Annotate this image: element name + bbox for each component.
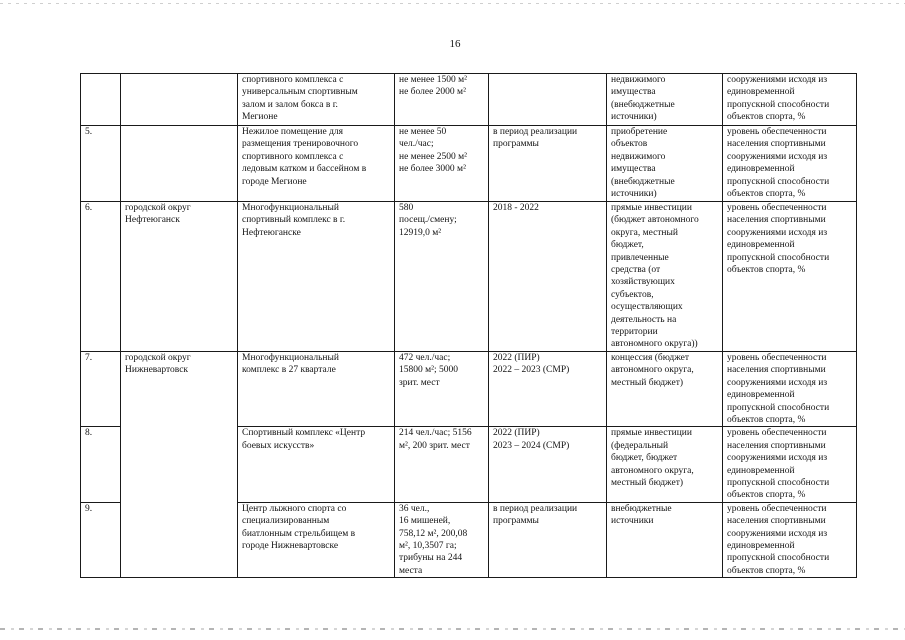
object-name-cell: Многофункциональный комплекс в 27 квартале [238, 351, 395, 426]
row-number-cell: 5. [81, 126, 121, 202]
object-name-cell: Центр лыжного спорта со специализированным биатлонным стрельбищем в городе Нижневартовске [238, 502, 395, 577]
funding-cell: концессия (бюджет автономного округа, местный бюджет) [607, 351, 723, 426]
funding-cell: внебюджетные источники [607, 502, 723, 577]
program-table [80, 73, 857, 578]
capacity-cell: не менее 1500 м² не более 2000 м² [395, 74, 489, 126]
funding-cell: недвижимого имущества (внебюджетные источники) [607, 74, 723, 126]
page-number: 16 [449, 38, 461, 50]
table-row [81, 126, 857, 202]
period-cell: 2022 (ПИР) 2022 – 2023 (СМР) [489, 351, 607, 426]
object-name-cell: Спортивный комплекс «Центр боевых искусств» [238, 427, 395, 502]
period-cell [489, 74, 607, 126]
period-cell: в период реализации программы [489, 126, 607, 202]
table-row [81, 202, 857, 352]
row-number-cell: 9. [81, 502, 121, 577]
indicator-cell: уровень обеспеченности населения спортивными сооружениями исходя из единовременной пропускной способности объектов спорта, % [723, 427, 857, 502]
object-name-cell: спортивного комплекса с универсальным спортивным залом и залом бокса в г. Мегионе [238, 74, 395, 126]
indicator-cell: уровень обеспеченности населения спортивными сооружениями исходя из единовременной пропускной способности объектов спорта, % [723, 351, 857, 426]
object-name-cell: Нежилое помещение для размещения тренировочного спортивного комплекса с ледовым катком и бассейном в городе Мегионе [238, 126, 395, 202]
row-number-cell: 7. [81, 351, 121, 426]
indicator-cell: уровень обеспеченности населения спортивными сооружениями исходя из единовременной пропускной способности объектов спорта, % [723, 502, 857, 577]
capacity-cell: 214 чел./час; 5156 м², 200 зрит. мест [395, 427, 489, 502]
period-cell: 2022 (ПИР) 2023 – 2024 (СМР) [489, 427, 607, 502]
row-number-cell: 6. [81, 202, 121, 352]
municipality-cell [121, 126, 238, 202]
funding-cell: прямые инвестиции (бюджет автономного округа, местный бюджет, привлеченные средства (от хозяйствующих субъектов, осуществляющих деятельность на территории автономного округа)) [607, 202, 723, 352]
row-number-cell [81, 74, 121, 126]
row-number-cell: 8. [81, 427, 121, 502]
capacity-cell: 580 посещ./смену; 12919,0 м² [395, 202, 489, 352]
funding-cell: прямые инвестиции (федеральный бюджет, бюджет автономного округа, местный бюджет) [607, 427, 723, 502]
indicator-cell: уровень обеспеченности населения спортивными сооружениями исходя из единовременной пропускной способности объектов спорта, % [723, 126, 857, 202]
municipality-cell: городской округ Нижневартовск [121, 351, 238, 577]
capacity-cell: 36 чел., 16 мишеней, 758,12 м², 200,08 м², 10,3507 га; трибуны на 244 места [395, 502, 489, 577]
table-row [81, 351, 857, 426]
scan-edge-bottom [0, 628, 905, 630]
table-row [81, 74, 857, 126]
funding-cell: приобретение объектов недвижимого имущества (внебюджетные источники) [607, 126, 723, 202]
indicator-cell: сооружениями исходя из единовременной пропускной способности объектов спорта, % [723, 74, 857, 126]
capacity-cell: 472 чел./час; 15800 м²; 5000 зрит. мест [395, 351, 489, 426]
period-cell: 2018 - 2022 [489, 202, 607, 352]
capacity-cell: не менее 50 чел./час; не менее 2500 м² не более 3000 м² [395, 126, 489, 202]
object-name-cell: Многофункциональный спортивный комплекс в г. Нефтеюганске [238, 202, 395, 352]
indicator-cell: уровень обеспеченности населения спортивными сооружениями исходя из единовременной пропускной способности объектов спорта, % [723, 202, 857, 352]
period-cell: в период реализации программы [489, 502, 607, 577]
municipality-cell [121, 74, 238, 126]
municipality-cell: городской округ Нефтеюганск [121, 202, 238, 352]
scan-edge-top [0, 3, 905, 4]
